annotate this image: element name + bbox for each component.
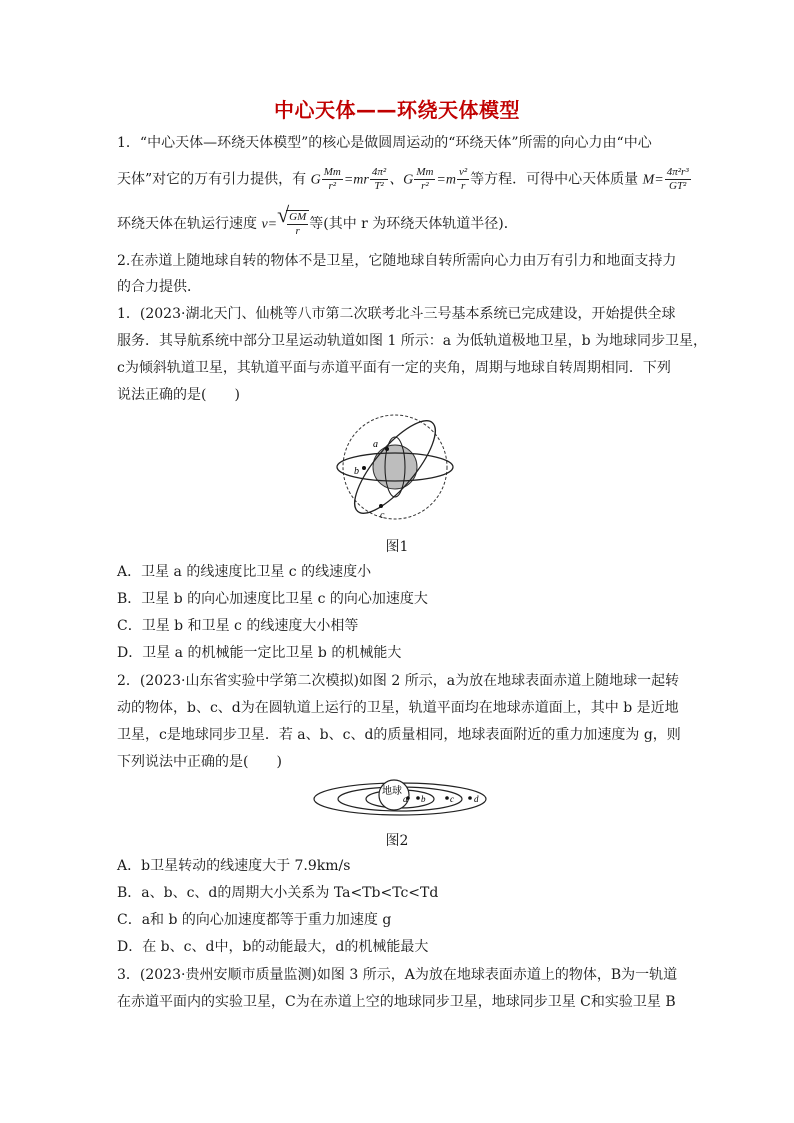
formula-symbol: =mr xyxy=(343,172,369,188)
intro-p1-line2 xyxy=(117,166,692,193)
earth-disk xyxy=(373,445,417,489)
fraction-numerator: v² xyxy=(458,166,468,178)
fraction-numerator: Mm xyxy=(416,166,434,178)
figure-1-orbits xyxy=(330,410,460,525)
label-c: c xyxy=(450,794,454,804)
satellite-d-dot xyxy=(468,796,472,800)
fraction-denominator: GT² xyxy=(669,180,687,192)
label-c: c xyxy=(380,510,385,521)
formula-fraction xyxy=(322,166,343,193)
q2-stem-line2: 动的物体，b、c、d为在圆轨道上运行的卫星，轨道平面均在地球赤道面上，其中 b 是近地 xyxy=(117,700,679,716)
satellite-b-dot xyxy=(416,796,420,800)
formula-fraction xyxy=(370,166,388,193)
intro-text: 环绕天体在轨运行速度 xyxy=(117,216,257,232)
label-a: a xyxy=(403,794,408,804)
satellite-c-dot xyxy=(445,796,449,800)
page-title: 中心天体——环绕天体模型 xyxy=(274,98,520,122)
q1-option-b: B．卫星 b 的向心加速度比卫星 c 的向心加速度大 xyxy=(117,591,428,607)
fraction-numerator: GM xyxy=(289,211,307,223)
radical-sign: √ xyxy=(277,202,290,227)
q2-stem-line4: 下列说法中正确的是( ) xyxy=(117,754,282,770)
intro-text: 天体”对它的万有引力提供，有 xyxy=(117,171,307,188)
intro-text: 等(其中 r 为环绕天体轨道半径)． xyxy=(309,216,518,232)
label-d: d xyxy=(474,794,479,804)
fraction-numerator: Mm xyxy=(323,166,341,178)
satellite-c-dot xyxy=(379,504,383,508)
formula-symbol: G xyxy=(310,172,321,188)
formula-symbol: v= xyxy=(261,217,278,232)
q1-stem-line4: 说法正确的是( ) xyxy=(117,387,240,403)
label-a: a xyxy=(373,439,378,450)
q2-option-d: D．在 b、c、d中，b的动能最大，d的机械能最大 xyxy=(117,939,429,955)
formula-symbol: 、G xyxy=(389,172,414,188)
intro-text: 等方程．可得中心天体质量 xyxy=(470,171,639,188)
label-earth: 地球 xyxy=(382,786,402,797)
q1-option-c: C．卫星 b 和卫星 c 的线速度大小相等 xyxy=(117,618,359,634)
figure-2-caption: 图2 xyxy=(385,833,409,849)
q1-stem-line1: 1．(2023·湖北天门、仙桃等八市第二次联考北斗三号基本系统已完成建设，开始提供全球 xyxy=(117,306,676,322)
fraction-numerator: 4π²r³ xyxy=(666,166,689,178)
formula-fraction xyxy=(457,166,469,193)
fraction-numerator: 4π² xyxy=(371,166,387,178)
q2-stem-line3: 卫星，c是地球同步卫星．若 a、b、c、d的质量相同，地球表面附近的重力加速度为 g，则 xyxy=(117,727,681,743)
q1-option-a: A．卫星 a 的线速度比卫星 c 的线速度小 xyxy=(117,564,372,580)
q3-stem-line2: 在赤道平面内的实验卫星，C为在赤道上空的地球同步卫星，地球同步卫星 C和实验卫星 B xyxy=(117,994,676,1010)
intro-p1-line3 xyxy=(117,202,518,238)
q3-stem-line1: 3．(2023·贵州安顺市质量监测)如图 3 所示，A为放在地球表面赤道上的物体，B为一轨道 xyxy=(117,967,678,983)
q1-stem-line3: c为倾斜轨道卫星，其轨道平面与赤道平面有一定的夹角，周期与地球自转周期相同．下列 xyxy=(117,360,671,376)
formula-symbol: =m xyxy=(436,172,456,188)
q2-option-a: A．b卫星转动的线速度大于 7.9km/s xyxy=(117,858,351,874)
intro-p2-line2: 的合力提供． xyxy=(117,279,201,295)
q2-option-c: C．a和 b 的向心加速度都等于重力加速度 g xyxy=(117,912,392,928)
intro-p1-line1: 1．“中心天体—环绕天体模型”的核心是做圆周运动的“环绕天体”所需的向心力由“中心 xyxy=(117,135,652,151)
formula-fraction xyxy=(665,166,691,193)
formula-fraction xyxy=(287,211,308,238)
q2-stem-line1: 2．(2023·山东省实验中学第二次模拟)如图 2 所示，a为放在地球表面赤道上随地球一起转 xyxy=(117,673,680,689)
satellite-b-dot xyxy=(362,466,366,470)
satellite-a-dot xyxy=(385,447,389,451)
fraction-denominator: r² xyxy=(328,180,337,192)
fraction-denominator: r² xyxy=(421,180,429,192)
fraction-denominator: r xyxy=(460,180,466,192)
fraction-denominator: T² xyxy=(374,180,384,192)
formula-symbol: M= xyxy=(642,172,664,188)
q1-option-d: D．卫星 a 的机械能一定比卫星 b 的机械能大 xyxy=(117,645,402,661)
figure-2-orbits xyxy=(310,778,490,820)
formula-sqrt xyxy=(277,202,309,238)
intro-p2-line1: 2.在赤道上随地球自转的物体不是卫星，它随地球自转所需向心力由万有引力和地面支持力 xyxy=(117,253,677,269)
q2-option-b: B．a、b、c、d的周期大小关系为 Ta<Tb<Tc<Td xyxy=(117,885,439,901)
q1-stem-line2: 服务．其导航系统中部分卫星运动轨道如图 1 所示：a 为低轨道极地卫星，b 为地球同步卫星， xyxy=(117,333,708,349)
fraction-denominator: r xyxy=(295,225,300,237)
label-b: b xyxy=(421,794,426,804)
figure-1-caption: 图1 xyxy=(385,539,409,555)
formula-fraction xyxy=(414,166,435,193)
label-b: b xyxy=(354,466,359,477)
